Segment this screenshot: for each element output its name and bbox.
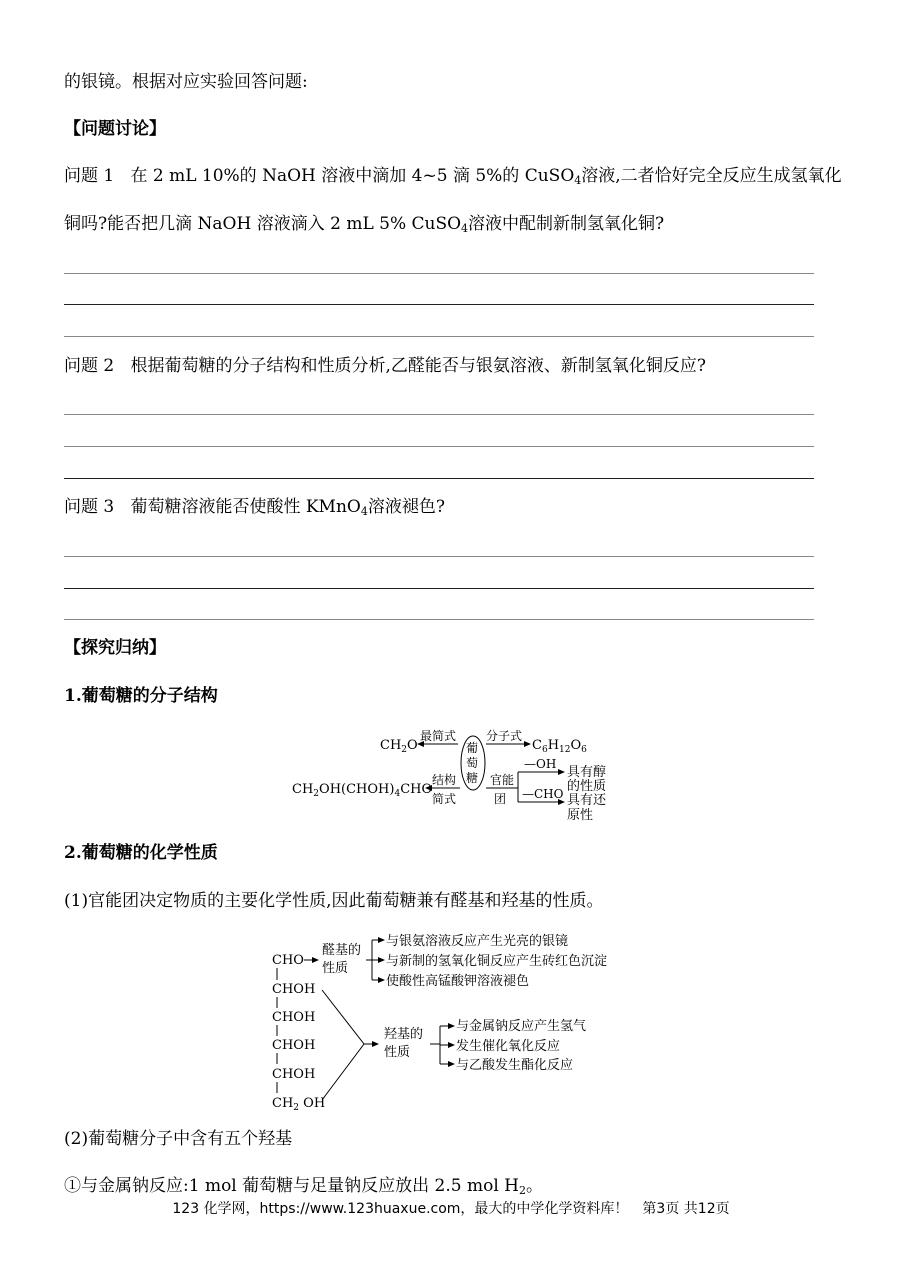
chain-group-1: CHO	[272, 953, 304, 968]
aldehyde-property-1: 具有还	[567, 793, 607, 808]
aldehyde-properties-label-2: 性质	[322, 961, 349, 976]
intro-text: 的银镜。根据对应实验回答问题:	[64, 72, 308, 92]
simplest-label: 最简式	[420, 729, 457, 743]
question-2	[64, 354, 706, 378]
chain-group-3: CHOH	[272, 1010, 316, 1025]
molecular-label: 分子式	[486, 729, 523, 743]
answer-line[interactable]	[64, 446, 814, 447]
aldehyde-group: —CHO	[522, 787, 564, 801]
hydroxyl-properties-label-2: 性质	[384, 1045, 411, 1060]
glucose-char-3: 糖	[466, 771, 479, 785]
hydroxyl-property-3: 与乙酸发生酯化反应	[456, 1058, 574, 1073]
glucose-char-2: 萄	[466, 756, 479, 770]
question-3-text-a: 葡萄糖溶液能否使酸性 KMnO	[130, 497, 361, 517]
glucose-structure-diagram	[280, 722, 620, 826]
answer-line[interactable]	[64, 273, 814, 274]
functional-label-1: 官能	[490, 773, 515, 787]
aldehyde-property-2: 与新制的氢氧化铜反应产生砖红色沉淀	[386, 954, 608, 969]
question-1-text-b: 溶液,二者恰好完全反应生成氢氧化	[581, 166, 842, 186]
question-1-text-d: 溶液中配制新制氢氧化铜?	[468, 214, 665, 234]
answer-line[interactable]	[64, 478, 814, 479]
hydroxyl-group: —OH	[524, 757, 557, 771]
glucose-properties-diagram	[264, 926, 644, 1112]
hydroxyl-properties-label-1: 羟基的	[384, 1027, 424, 1042]
question-1-text-a: 在 2 mL 10%的 NaOH 溶液中滴加 4~5 滴 5%的 CuSO	[130, 166, 575, 186]
chain-group-6: $CH_2$ OH	[272, 1096, 326, 1112]
functional-label-2: 团	[494, 792, 507, 806]
question-3-text-b: 溶液褪色?	[367, 497, 445, 517]
subscript: 4	[461, 222, 469, 235]
answer-line[interactable]	[64, 414, 814, 415]
aldehyde-properties-label-1: 醛基的	[322, 943, 362, 958]
simplest-formula: $CH_2O$	[380, 738, 418, 755]
summary-heading: 【探究归纳】	[64, 638, 166, 658]
section-2-paragraph-3	[64, 1174, 543, 1198]
question-2-label: 问题 2	[64, 356, 115, 376]
chain-group-4: CHOH	[272, 1038, 316, 1053]
hydroxyl-property-2: 发生催化氧化反应	[456, 1039, 561, 1054]
chain-group-5: CHOH	[272, 1067, 316, 1082]
subscript: 2	[519, 1184, 527, 1197]
aldehyde-property-3: 使酸性高锰酸钾溶液褪色	[386, 974, 530, 989]
section-2-paragraph-1: (1)官能团决定物质的主要化学性质,因此葡萄糖兼有醛基和羟基的性质。	[64, 891, 604, 911]
structural-label-1: 结构	[432, 773, 457, 787]
question-1-line-1	[64, 164, 842, 188]
section-1-title: 1.葡萄糖的分子结构	[64, 686, 218, 706]
subscript: 4	[360, 505, 368, 518]
section-2-title: 2.葡萄糖的化学性质	[64, 843, 218, 863]
hydroxyl-property-1: 具有醇	[567, 765, 607, 780]
glucose-char-1: 葡	[466, 741, 479, 755]
question-1-label: 问题 1	[64, 166, 115, 186]
chain-group-2: CHOH	[272, 982, 316, 997]
structural-formula: $CH_2OH(CHOH)_4CHO$	[292, 782, 433, 799]
aldehyde-property-2: 原性	[567, 808, 594, 823]
question-3	[64, 495, 445, 519]
section-2-paragraph-2: (2)葡萄糖分子中含有五个羟基	[64, 1129, 293, 1149]
paragraph-3-text-b: 。	[526, 1176, 544, 1196]
question-1-line-2	[64, 212, 664, 236]
answer-line[interactable]	[64, 304, 814, 305]
question-1-text-c: 铜吗?能否把几滴 NaOH 溶液滴入 2 mL 5% CuSO	[64, 214, 462, 234]
hydroxyl-property-1: 与金属钠反应产生氢气	[456, 1019, 587, 1034]
answer-line[interactable]	[64, 336, 814, 337]
structural-label-2: 简式	[432, 792, 457, 806]
discussion-heading: 【问题讨论】	[64, 119, 166, 139]
question-3-label: 问题 3	[64, 497, 115, 517]
question-2-text: 根据葡萄糖的分子结构和性质分析,乙醛能否与银氨溶液、新制氢氧化铜反应?	[130, 356, 706, 376]
hydroxyl-property-2: 的性质	[567, 779, 607, 794]
answer-line[interactable]	[64, 588, 814, 589]
answer-line[interactable]	[64, 619, 814, 620]
subscript: 4	[574, 174, 582, 187]
molecular-formula: $C_6H_{12}O_6$	[532, 738, 587, 755]
answer-line[interactable]	[64, 556, 814, 557]
page-footer: 123 化学网，https://www.123huaxue.com，最大的中学化学资料库！ 第3页 共12页	[172, 1201, 730, 1217]
aldehyde-property-1: 与银氨溶液反应产生光亮的银镜	[386, 934, 569, 949]
paragraph-3-text-a: ①与金属钠反应:1 mol 葡萄糖与足量钠反应放出 2.5 mol H	[64, 1176, 520, 1196]
